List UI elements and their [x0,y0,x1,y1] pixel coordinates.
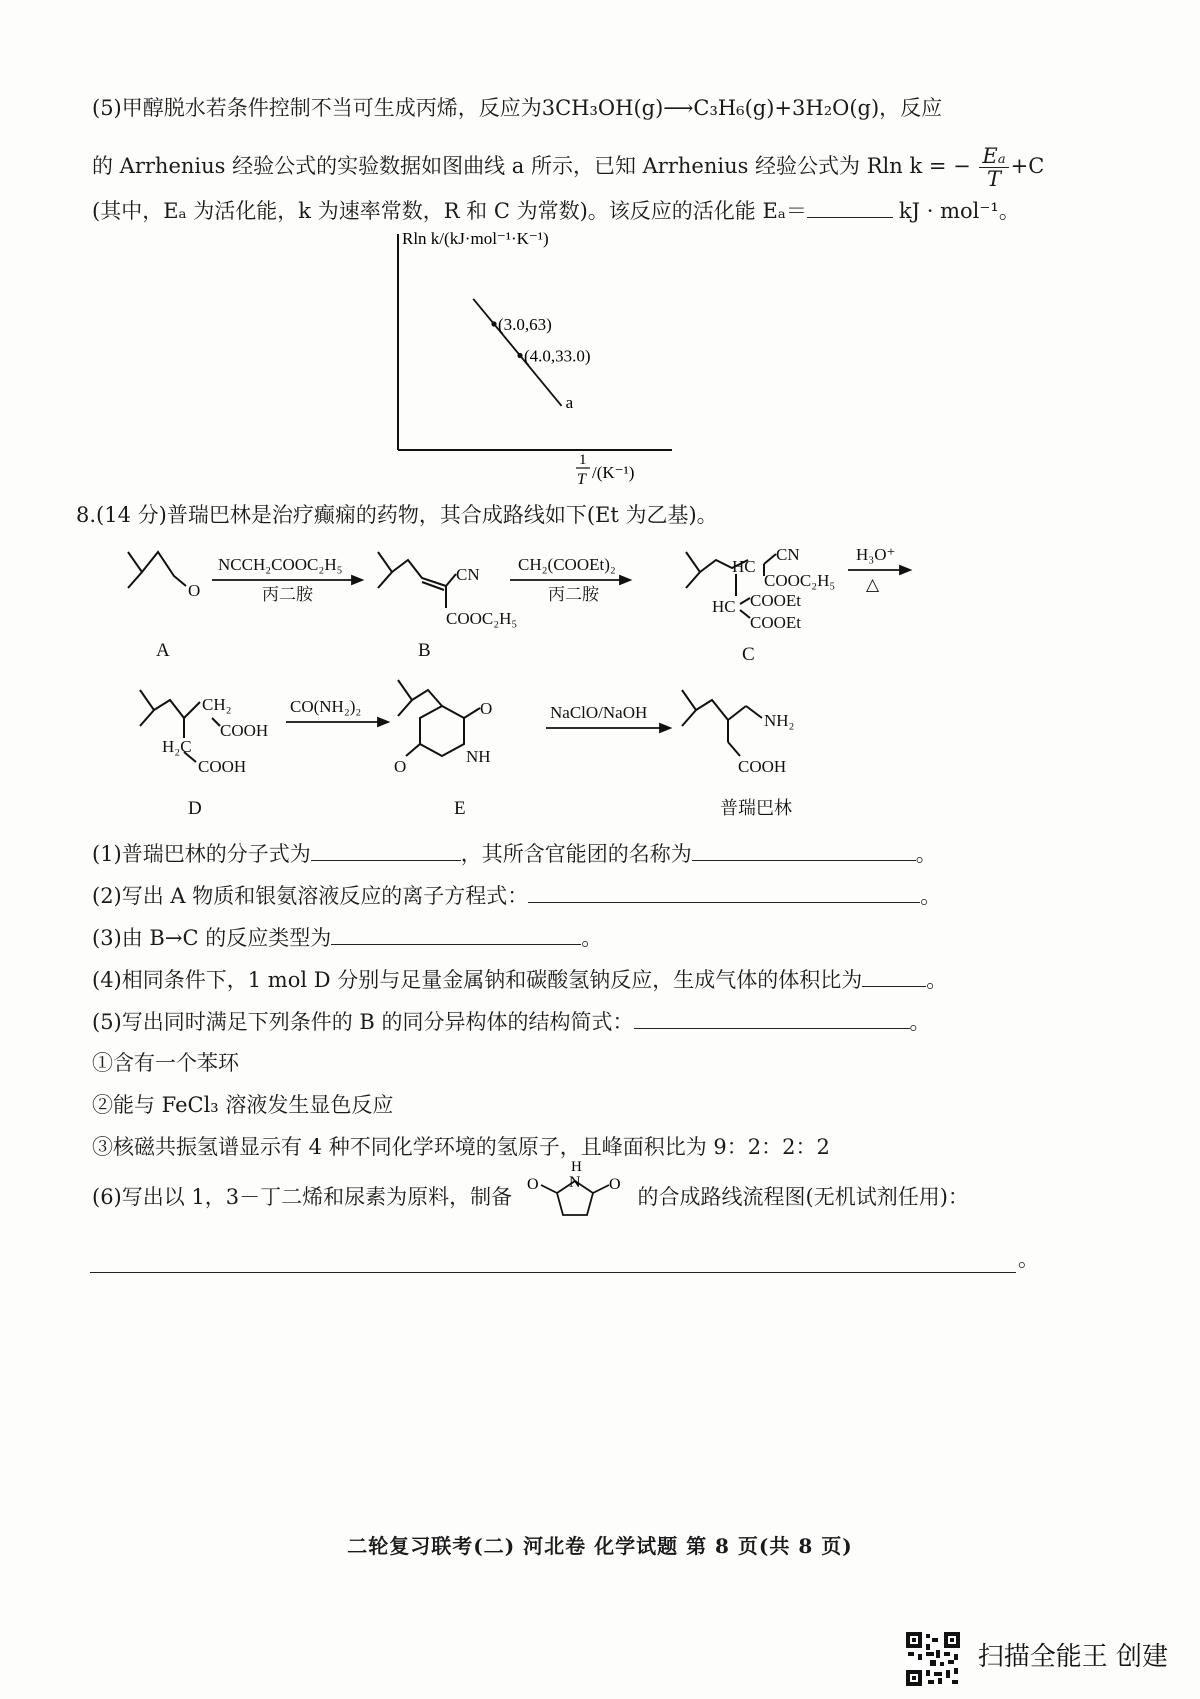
reagent-ab-bottom: 丙二胺 [262,585,313,604]
compound-label-e: E [454,798,466,819]
data-point-2 [517,353,522,358]
q8-sub5 [92,1006,931,1037]
E-imide-nh: NH [466,747,491,766]
sub4-end: 。 [926,968,948,992]
scanner-watermark: 扫描全能王 创建 [977,1642,1168,1672]
succinimide-o1: O [526,1175,539,1193]
q8-condition-1: ①含有一个苯环 [92,1051,239,1075]
D-cooh-1: COOH [220,721,269,740]
sub3-text: (3)由 B→C 的反应类型为 [92,926,332,950]
q5-line3-unit: kJ · mol⁻¹。 [898,199,1020,223]
D-chain-bonds [154,700,184,718]
A-chain-bonds [142,552,186,586]
q8-title: 8.(14 分)普瑞巴林是治疗癫痫的药物，其合成路线如下(Et 为乙基)。 [76,503,718,527]
data-point-2-label: (4.0,33.0) [524,346,591,366]
succinimide-structure [519,1157,631,1231]
arrhenius-chart [380,228,680,490]
compound-label-d: D [188,798,202,819]
compound-label-b: B [418,640,431,661]
D-isobutyl-bonds [140,690,154,726]
sub5-text: (5)写出同时满足下列条件的 B 的同分异构体的结构简式： [92,1010,634,1034]
B-chain-bonds [392,560,446,586]
D-cooh-2: COOH [198,757,247,776]
data-point-1 [491,321,496,326]
q8-sub2 [92,880,941,911]
C-cooet-2: COOEt [750,613,801,632]
q8-condition-3: ③核磁共振氢谱显示有 4 种不同化学环境的氢原子，且峰面积比为 9：2：2：2 [92,1135,830,1159]
E-ring-bonds [420,706,464,756]
q8-condition-2: ②能与 FeCl₃ 溶液发生显色反应 [92,1093,394,1117]
q5-line3-prefix: (其中，Eₐ 为活化能，k 为速率常数，R 和 C 为常数)。该反应的活化能 Eₐ＝ [92,199,807,223]
arrhenius-formula [867,145,1045,190]
arrow-c-d-head [900,566,910,574]
F-cooh-bond [728,742,740,756]
q8-sub4 [92,964,947,995]
x-label-numerator: 1 [579,452,587,468]
arrow-b-c-head [620,576,630,584]
page-footer: 二轮复习联考(二) 河北卷 化学试题 第 8 页(共 8 页) [347,1534,853,1558]
succinimide-n: N [568,1173,581,1191]
reagent-ef-top: NaClO/NaOH [550,703,648,722]
reagent-ab-top: NCCH₂COOC₂H₅ [218,555,343,574]
formula-denominator: T [987,167,1002,191]
synthesis-route [100,530,1000,830]
B-cyano: CN [456,565,480,584]
functional-group-answer-blank[interactable] [692,838,916,861]
reagent-bc-bottom: 丙二胺 [548,585,599,604]
B-cn-bond [446,574,456,586]
C-cn-bond [764,554,776,564]
q5-line2-prefix: 的 Arrhenius 经验公式的实验数据如图曲线 a 所示，已知 Arrhenius 经验公式为 [92,154,861,178]
q8-sub6 [92,1158,969,1212]
reagent-cd-bottom: △ [866,575,880,594]
sub4-text: (4)相同条件下，1 mol D 分别与足量金属钠和碳酸氢钠反应，生成气体的体积比为 [92,968,863,992]
formula-answer-blank[interactable] [311,838,461,861]
q5-line1-prefix: (5)甲醇脱水若条件控制不当可生成丙烯，反应为 [92,96,542,120]
x-label-unit: /(K⁻¹) [592,463,635,482]
y-axis-label: Rln k/(kJ·mol⁻¹·K⁻¹) [402,229,549,248]
A-isobutyl-bonds [128,552,142,588]
arrow-a-b-head [352,576,362,584]
F-amino: NH₂ [764,711,795,730]
E-isobutyl-bonds [398,680,412,716]
formula-numerator: Eₐ [979,145,1008,168]
arrow-e-f-head [660,724,670,732]
sub1-text-b: ，其所含官能团的名称为 [460,842,692,866]
formula-fraction [979,145,1008,190]
B-isobutyl-bonds [378,552,392,588]
q5-line3 [92,195,1020,226]
volume-ratio-answer-blank[interactable] [862,964,926,987]
isomer-answer-blank[interactable] [634,1006,910,1029]
reagent-cd-top: H₃O⁺ [856,545,896,564]
B-ester: COOC₂H₅ [446,609,518,628]
compound-label-c: C [742,644,755,665]
A-oxygen: O [188,581,201,600]
sub1-text-a: (1)普瑞巴林的分子式为 [92,842,311,866]
arrow-d-e-head [378,718,388,726]
C-hc-1: HC [732,557,756,576]
D-ch2-a: CH₂ [202,695,232,714]
C-ester: COOC₂H₅ [764,571,836,590]
curve-a-label: a [565,392,574,412]
succinimide-co1 [541,1185,557,1193]
succinimide-co2 [593,1185,609,1193]
compound-label-pregabalin: 普瑞巴林 [720,798,792,818]
F-isobutyl-bonds [682,690,696,726]
sub1-end: 。 [915,842,937,866]
E-co1-bond [464,708,480,718]
x-label-denominator: T [577,471,586,488]
ion-equation-answer-blank[interactable] [528,880,920,903]
q5-line1-suffix: ，反应 [879,96,943,120]
sub5-end: 。 [909,1010,931,1034]
sub2-text: (2)写出 A 物质和银氨溶液反应的离子方程式： [92,884,529,908]
data-point-1-label: (3.0,63) [498,315,552,334]
E-chain-bonds [412,690,442,706]
formula-rhs: +C [1010,154,1045,178]
q5-reaction: 3CH₃OH(g)⟶C₃H₆(g)+3H₂O(g) [541,96,880,120]
reagent-de-top: CO(NH₂)₂ [290,697,362,716]
C-cyano: CN [776,545,800,564]
E-oxygen-2: O [394,757,407,776]
F-ch2n-bond [728,706,746,720]
synthesis-route-answer-line[interactable] [90,1252,1016,1273]
C-cooet2-bond [740,610,750,618]
sub6-text-b: 的合成路线流程图(无机试剂任用)： [637,1185,969,1209]
qr-code-icon [906,1632,960,1686]
q5-line1 [92,93,942,123]
E-oxygen-1: O [480,699,493,718]
q5-line2 [92,145,1044,190]
D-ch2-bond-a [184,702,200,718]
sub2-end: 。 [920,884,942,908]
q5-answer-blank[interactable] [807,195,893,218]
q8-sub3 [92,922,602,953]
sub6-text-a: (6)写出以 1，3－丁二烯和尿素为原料，制备 [92,1185,513,1209]
reaction-type-answer-blank[interactable] [331,922,581,945]
sub6-end: 。 [1018,1247,1039,1271]
formula-lhs: Rln k = − [866,154,971,178]
sub3-end: 。 [581,926,603,950]
F-carboxyl: COOH [738,757,787,776]
C-cooet1-bond [740,598,750,604]
D-ch2-b: H₂C [162,737,192,756]
C-hc-2: HC [712,597,736,616]
C-isobutyl-bonds [686,552,700,588]
F-nh2-bond [746,706,762,718]
succinimide-o2: O [608,1175,621,1193]
succinimide-h: H [570,1158,582,1175]
D-cooh1-bond [212,718,220,726]
F-chain-bonds [696,700,728,720]
q8-sub1 [92,838,937,869]
compound-label-a: A [156,640,170,661]
E-co2-bond [406,744,420,756]
reagent-bc-top: CH₂(COOEt)₂ [518,555,616,574]
C-cooet-1: COOEt [750,591,801,610]
